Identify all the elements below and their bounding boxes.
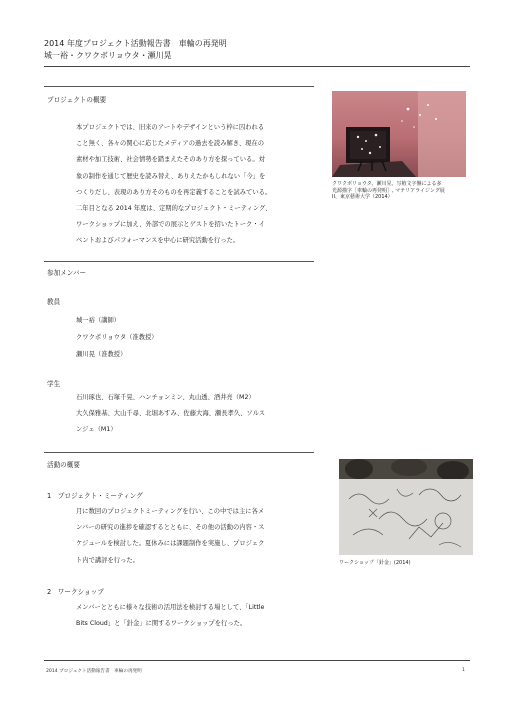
members-heading: 参加メンバー bbox=[47, 269, 87, 277]
activities-heading: 活動の概要 bbox=[47, 461, 80, 469]
text-line: 大久保雅基、大山千尋、北堀あすみ、佐藤大海、瀬長孝久、ソルス bbox=[76, 410, 266, 418]
faculty-list bbox=[76, 312, 158, 363]
report-title bbox=[44, 38, 227, 62]
list-item: 瀬川晃（准教授） bbox=[76, 351, 127, 358]
text-line: ト内で講評を行った。 bbox=[76, 556, 139, 564]
students-list bbox=[76, 390, 316, 439]
text-line: 石川琢也、石塚千晃、ハンチョンミン、丸山透、酒井亮（M2） bbox=[76, 394, 255, 401]
text-line: メンバーとともに様々な技術の活用法を検討する場として、「Little bbox=[76, 604, 265, 611]
caption-line: クワクボリョウタ、瀬川晃、写植文字盤による多 bbox=[332, 181, 442, 187]
text-line: ンジェ（M1） bbox=[76, 426, 117, 434]
text-line: 月に数回のプロジェクトミーティングを行い、この中では主に各メ bbox=[76, 508, 265, 515]
title-line-1: 2014 年度プロジェクト活動報告書 車輪の再発明 bbox=[44, 39, 227, 48]
caption-line: 光源描字［車輪の再発明］, マテリアライジング展 bbox=[332, 187, 445, 194]
exhibition-photo bbox=[332, 91, 466, 177]
header-rule bbox=[44, 66, 470, 67]
overview-heading: プロジェクトの概要 bbox=[47, 96, 107, 104]
page-number: 1 bbox=[462, 668, 465, 673]
footer-rule bbox=[44, 660, 470, 661]
faculty-heading: 教員 bbox=[47, 298, 61, 306]
activity-workshop-text bbox=[76, 600, 316, 632]
text-line: こと無く、各々の関心に応じたメディアの過去を読み解き、現在の bbox=[76, 140, 265, 148]
workshop-photo bbox=[339, 459, 473, 555]
text-line: ンバーの研究の進捗を確認するとともに、その他の活動の内容・ス bbox=[76, 524, 265, 532]
title-line-2: 城一裕・クワクボリョウタ・瀬川晃 bbox=[44, 51, 172, 60]
overview-paragraph bbox=[76, 120, 316, 250]
text-line: 象の制作を通じて歴史を読み替え、ありえたかもしれない「今」を bbox=[76, 172, 266, 180]
text-line: ワークショップに加え、外部での展示とゲストを招いたトーク・イ bbox=[76, 221, 265, 229]
text-line: Bits Cloud」と「針金」に関するワークショップを行った。 bbox=[76, 620, 247, 628]
text-line: 二年目となる 2014 年度は、定期的なプロジェクト・ミーティング、 bbox=[76, 205, 272, 213]
overview-rule bbox=[44, 86, 314, 87]
activity-workshop-title: 2 ワークショップ bbox=[47, 588, 104, 596]
list-item: 城一裕（講師） bbox=[76, 317, 121, 324]
wire-workshop-illustration bbox=[339, 459, 473, 555]
activity-meeting-title: 1 プロジェクト・ミーティング bbox=[47, 492, 143, 500]
text-line: 本プロジェクトでは、旧来のアートやデザインという枠に囚われる bbox=[76, 124, 265, 131]
workshop-photo-caption: ワークショップ「針金」(2014) bbox=[339, 560, 411, 566]
members-rule bbox=[44, 261, 314, 262]
activities-rule bbox=[44, 452, 314, 453]
footer-title: 2014 プロジェクト活動報告書 車輪の再発明 bbox=[46, 669, 142, 674]
text-line: つくりだし、表現のあり方そのものを再定義することを試みている。 bbox=[76, 188, 272, 196]
text-line: 素材や加工技術、社会情勢を踏まえたそのあり方を探っている。対 bbox=[76, 156, 265, 164]
installation-illustration bbox=[332, 91, 466, 177]
list-item: クワクボリョウタ（准教授） bbox=[76, 334, 158, 341]
exhibition-photo-caption bbox=[332, 181, 472, 201]
activity-meeting-text bbox=[76, 504, 316, 569]
students-heading: 学生 bbox=[47, 380, 61, 388]
caption-line: II、東京藝術大学（2014） bbox=[332, 194, 393, 201]
text-line: ベントおよびパフォーマンスを中心に研究活動を行った。 bbox=[76, 237, 240, 245]
text-line: ケジュールを検討した。夏休みには課題制作を実施し、プロジェク bbox=[76, 540, 265, 548]
